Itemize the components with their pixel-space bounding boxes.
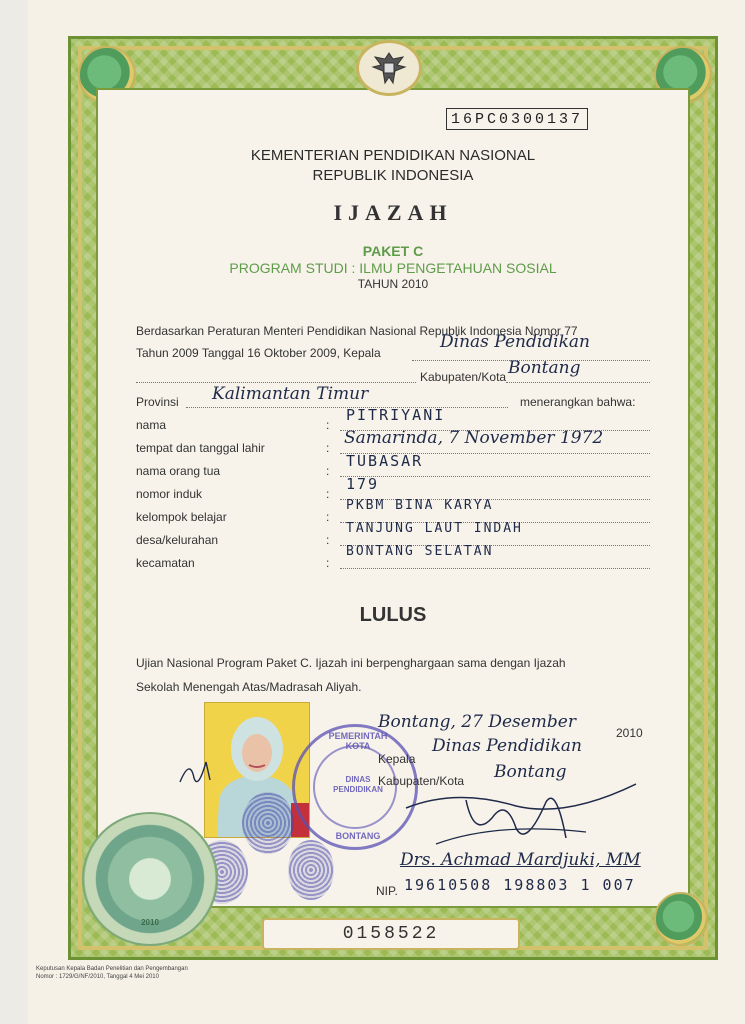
- colon: :: [326, 441, 330, 455]
- field-label-nama: nama: [136, 418, 167, 432]
- footnote-line-2: Nomor : 1729/G/NF/2010, Tanggal 4 Mei 2010: [36, 974, 159, 980]
- menerangkan-text: menerangkan bahwa:: [520, 395, 636, 409]
- field-value-desa: TANJUNG LAUT INDAH: [346, 521, 523, 536]
- field-value-nomor-induk: 179: [346, 475, 380, 493]
- statement-line-2: Sekolah Menengah Atas/Madrasah Aliyah.: [136, 680, 362, 694]
- field-value-kecamatan: BONTANG SELATAN: [346, 544, 494, 559]
- nip-label: NIP.: [376, 884, 398, 898]
- dotted-line: [506, 382, 650, 383]
- field-label-orang-tua: nama orang tua: [136, 464, 221, 478]
- signature-year: 2010: [616, 726, 643, 740]
- fingerprint-mark: [242, 792, 294, 854]
- field-value-nama: PITRIYANI: [346, 406, 446, 424]
- dotted-line: [136, 382, 416, 383]
- signature-kabupaten-label: Kabupaten/Kota: [378, 774, 465, 788]
- stamp-ring-bottom: BONTANG: [335, 831, 381, 841]
- intro-line-2: Tahun 2009 Tanggal 16 Oktober 2009, Kepala: [136, 346, 381, 360]
- dotted-line: [340, 568, 650, 569]
- result-status: LULUS: [359, 604, 427, 626]
- field-value-orang-tua: TUBASAR: [346, 452, 424, 470]
- nip-value: 19610508 198803 1 007: [404, 876, 636, 894]
- signature-kabupaten-value: Bontang: [494, 762, 567, 782]
- colon: :: [326, 418, 330, 432]
- country-name: REPUBLIK INDONESIA: [312, 167, 474, 184]
- fingerprint-mark: [288, 840, 334, 900]
- colon: :: [326, 510, 330, 524]
- field-label-desa: desa/kelurahan: [136, 533, 219, 547]
- serial-number: 16PC0300137: [446, 108, 588, 130]
- corner-ornament-bottom-right: [654, 892, 708, 946]
- signature-place-date: Bontang, 27 Desember: [378, 712, 576, 732]
- footnote-line-1: Keputusan Kepala Badan Penelitian dan Pengembangan: [36, 966, 188, 972]
- ministry-name: KEMENTERIAN PENDIDIKAN NASIONAL: [250, 147, 536, 164]
- colon: :: [326, 556, 330, 570]
- kabupaten-label: Kabupaten/Kota: [420, 370, 507, 384]
- kabupaten-value: Bontang: [508, 358, 581, 378]
- stamp-center-1: DINAS: [345, 775, 371, 784]
- hologram-seal: [82, 812, 218, 946]
- hologram-year: 2010: [141, 918, 159, 927]
- field-label-kecamatan: kecamatan: [136, 556, 195, 570]
- kepala-value: Dinas Pendidikan: [440, 332, 590, 352]
- field-label-ttl: tempat dan tanggal lahir: [136, 441, 265, 455]
- field-label-kelompok-belajar: kelompok belajar: [136, 510, 227, 524]
- holder-signature: [176, 752, 216, 792]
- statement-line-1: Ujian Nasional Program Paket C. Ijazah ini berpenghargaan sama dengan Ijazah: [136, 656, 566, 670]
- handwritten-signature: [396, 778, 646, 858]
- official-name: Drs. Achmad Mardjuki, MM: [400, 850, 641, 870]
- program-studi: PROGRAM STUDI : ILMU PENGETAHUAN SOSIAL: [229, 260, 557, 276]
- signature-kepala-value: Dinas Pendidikan: [432, 736, 582, 756]
- signature-kepala-label: Kepala: [378, 752, 416, 766]
- field-label-nomor-induk: nomor induk: [136, 487, 203, 501]
- program-year: TAHUN 2010: [357, 277, 429, 291]
- field-value-ttl: Samarinda, 7 November 1972: [344, 428, 604, 448]
- colon: :: [326, 533, 330, 547]
- colon: :: [326, 487, 330, 501]
- stamp-ring-top: PEMERINTAH KOTA: [328, 731, 388, 751]
- colon: :: [326, 464, 330, 478]
- field-value-kelompok-belajar: PKBM BINA KARYA: [346, 498, 494, 513]
- paket-title: PAKET C: [362, 243, 424, 259]
- document-number: 0158522: [262, 918, 520, 950]
- intro-line-1: Berdasarkan Peraturan Menteri Pendidikan Nasional Republik Indonesia Nomor 77: [136, 324, 578, 338]
- provinsi-label: Provinsi: [136, 395, 179, 409]
- stamp-center-2: PENDIDIKAN: [333, 785, 383, 794]
- provinsi-value: Kalimantan Timur: [212, 384, 369, 404]
- dotted-line: [340, 476, 650, 477]
- garuda-emblem-icon: [356, 40, 422, 96]
- document-title: IJAZAH: [333, 200, 453, 225]
